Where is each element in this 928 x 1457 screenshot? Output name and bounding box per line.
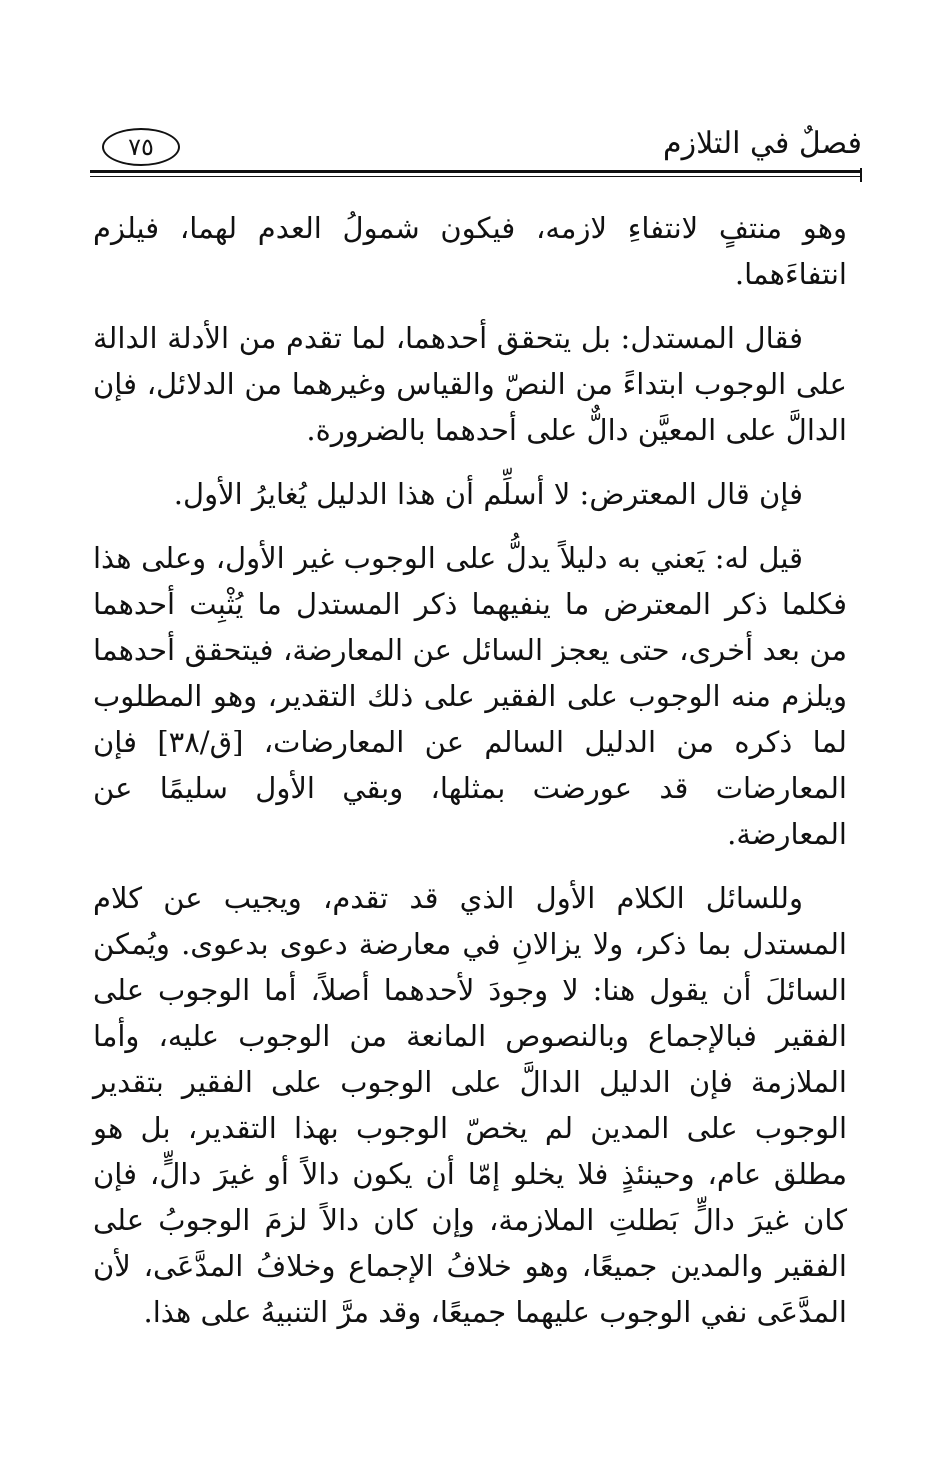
page-number: ٧٥ bbox=[102, 128, 180, 166]
paragraph-mustadil: فقال المستدل: بل يتحقق أحدهما، لما تقدم من الأدلة الدالة على الوجوب ابتداءً من النصّ والقياس وغيرهما من الدلائل، فإن الدالَّ على المعيَّن دالٌّ على أحدهما بالضرورة. bbox=[93, 321, 847, 447]
paragraph-questioner: وللسائل الكلام الأول الذي قد تقدم، ويجيب عن كلام المستدل بما ذكر، ولا يزالانِ في معارضة دعوى بدعوى. ويُمكن السائلَ أن يقول هنا: لا وجودَ لأحدهما أصلاً، أما الوجوب على الفقير فبالإجماع وبالنصوص المانعة من الوجوب عليه، وأما الملازمة فإن الدليل الدالَّ على الوجوب على الفقير بتقدير الوجوب على المدين لم يخصّ الوجوب بهذا التقدير، بل هو مطلق عام، وحينئذٍ فلا يخلو إمّا أن يكون دالاً أو غيرَ دالٍّ، فإن كان غيرَ دالٍّ بَطلتِ الملازمة، وإن كان دالاً لزمَ الوجوبُ على الفقير والمدين جميعًا، وهو خلافُ الإجماع وخلافُ المدَّعَى، لأن المدَّعَى نفي الوجوب عليهما جميعًا، وقد مرَّ التنبيهُ على هذا. bbox=[93, 881, 847, 1329]
header-rule-thick bbox=[90, 170, 862, 173]
header-rule-thin bbox=[90, 176, 862, 177]
chapter-title: فصلٌ في التلازم bbox=[663, 126, 862, 161]
running-header bbox=[90, 120, 862, 170]
paragraph-reply: قيل له: يَعني به دليلاً يدلُّ على الوجوب غير الأول، وعلى هذا فكلما ذكر المعترض ما ينفيهما ذكر المستدل ما يُثْبِت أحدهما من بعد أخرى، حتى يعجز السائل عن المعارضة، فيتحقق أحدهما ويلزم منه الوجوب على الفقير على ذلك التقدير، وهو المطلوب لما ذكره من الدليل السالم عن المعارضات، [ق/٣٨] فإن المعارضات قد عورضت بمثلها، وبقي الأول سليمًا عن المعارضة. bbox=[93, 541, 847, 851]
header-rule-end-mark bbox=[860, 168, 862, 182]
page-body bbox=[93, 205, 847, 1353]
paragraph-objection: فإن قال المعترض: لا أسلِّم أن هذا الدليل يُغايرُ الأول. bbox=[173, 477, 803, 511]
paragraph-continuation: وهو منتفٍ لانتفاءِ لازمه، فيكون شمولُ العدم لهما، فيلزم انتفاءَهما. bbox=[93, 211, 847, 291]
